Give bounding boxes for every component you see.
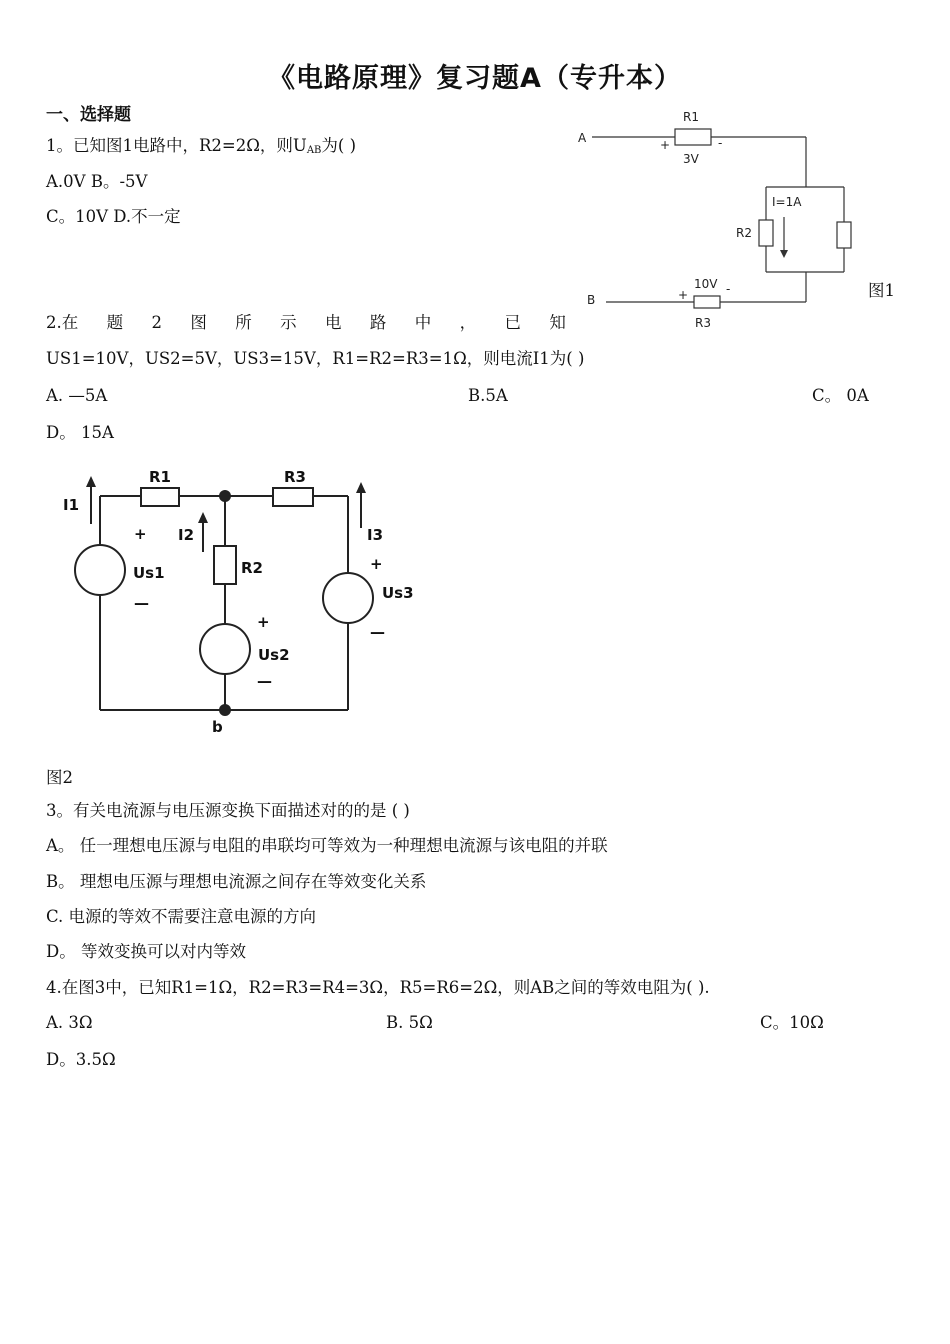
fig2-node-b: b bbox=[212, 718, 223, 736]
q2-stem-char: 图 bbox=[190, 313, 207, 332]
q2-stem-line2: US1=10V，US2=5V，US3=15V，R1=R2=R3=1Ω，则电流I1为( ) bbox=[46, 349, 585, 368]
q4-option-d: D。3.5Ω bbox=[46, 1050, 116, 1069]
q1-options-cd: C。10V D.不一定 bbox=[46, 207, 181, 226]
section-heading: 一、选择题 bbox=[46, 105, 131, 125]
q2-option-d: D。 15A bbox=[46, 423, 114, 442]
fig2-us2-plus: + bbox=[257, 613, 270, 631]
fig2-us1-plus: + bbox=[134, 525, 147, 543]
q2-stem-char: 所 bbox=[235, 313, 252, 332]
fig2-i3-label: I3 bbox=[367, 526, 384, 544]
q2-stem-char: 题 bbox=[106, 313, 124, 332]
q3-option-b: B。 理想电压源与理想电流源之间存在等效变化关系 bbox=[46, 872, 427, 891]
fig2-r3-label: R3 bbox=[284, 468, 306, 486]
q2-option-b: B.5A bbox=[468, 386, 508, 405]
fig1-r3-label: R3 bbox=[695, 316, 711, 330]
figure-2-circuit bbox=[55, 460, 435, 750]
fig1-r3-plus: + bbox=[678, 288, 689, 302]
q1-stem: 1。已知图1电路中，R2=2Ω，则$U_{AB}$为( ) bbox=[46, 136, 357, 156]
q4-option-a: A. 3Ω bbox=[46, 1013, 93, 1032]
fig2-i2-label: I2 bbox=[178, 526, 195, 544]
fig2-r2-label: R2 bbox=[241, 559, 263, 577]
q2-stem-char: 中 bbox=[414, 313, 432, 332]
fig2-us2-minus: — bbox=[257, 672, 272, 690]
figure-2-caption: 图2 bbox=[46, 768, 73, 787]
fig1-r3-minus: - bbox=[726, 282, 731, 296]
fig1-r3-voltage: 10V bbox=[694, 277, 718, 291]
fig2-us1-label: Us1 bbox=[133, 564, 165, 582]
q4-option-c: C。10Ω bbox=[760, 1013, 824, 1032]
q2-stem-char: 路 bbox=[369, 313, 387, 332]
fig1-r1-voltage: 3V bbox=[683, 152, 699, 166]
fig2-us1-minus: — bbox=[134, 594, 149, 612]
fig1-r1-label: R1 bbox=[683, 110, 699, 124]
fig2-us3-minus: — bbox=[370, 623, 385, 641]
q2-stem-char: 已 bbox=[504, 313, 521, 332]
q3-stem: 3。有关电流源与电压源变换下面描述对的的是 ( ) bbox=[46, 801, 410, 820]
q1-options-ab: A.0V B。-5V bbox=[46, 172, 148, 191]
page-title: 《电路原理》复习题A（专升本） bbox=[268, 63, 682, 94]
fig1-r1-plus: + bbox=[660, 138, 671, 152]
figure-1-circuit bbox=[570, 105, 870, 335]
fig2-us2-label: Us2 bbox=[258, 646, 290, 664]
q2-stem-char: ， bbox=[459, 313, 477, 332]
fig1-node-b: B bbox=[587, 293, 596, 307]
q3-option-c: C. 电源的等效不需要注意电源的方向 bbox=[46, 907, 317, 926]
q2-stem-char: 2 bbox=[151, 313, 162, 332]
q2-stem-char: 示 bbox=[280, 313, 297, 332]
fig1-r1-minus: - bbox=[718, 136, 723, 150]
q3-option-a: A。 任一理想电压源与电阻的串联均可等效为一种理想电流源与该电阻的并联 bbox=[46, 836, 608, 855]
fig2-us3-label: Us3 bbox=[382, 584, 414, 602]
fig1-node-a: A bbox=[578, 131, 587, 145]
fig2-us3-plus: + bbox=[370, 555, 383, 573]
figure-1-caption: 图1 bbox=[868, 281, 895, 300]
fig1-current-label: I=1A bbox=[772, 195, 802, 209]
fig2-i1-label: I1 bbox=[63, 496, 80, 514]
q2-stem-char: 2.在 bbox=[46, 313, 79, 332]
q2-option-c: C。 0A bbox=[812, 386, 869, 405]
q4-stem: 4.在图3中，已知R1=1Ω，R2=R3=R4=3Ω，R5=R6=2Ω，则AB之间的等效电阻为( ). bbox=[46, 978, 710, 997]
q2-option-a: A. —5A bbox=[46, 386, 108, 405]
q2-stem-char: 电 bbox=[325, 313, 342, 332]
q2-stem-line1 bbox=[46, 311, 566, 335]
fig1-r2-label: R2 bbox=[736, 226, 752, 240]
q2-stem-char: 知 bbox=[549, 313, 566, 332]
q4-option-b: B. 5Ω bbox=[386, 1013, 433, 1032]
q3-option-d: D。 等效变换可以对内等效 bbox=[46, 942, 246, 961]
fig2-r1-label: R1 bbox=[149, 468, 171, 486]
